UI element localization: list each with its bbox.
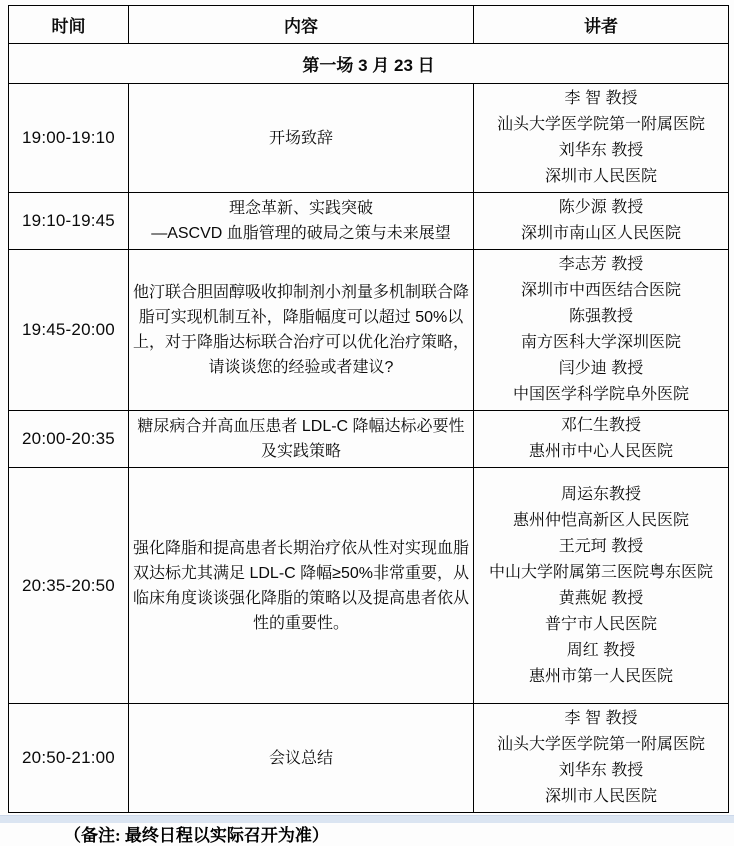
column-header-speaker: 讲者: [474, 6, 729, 44]
speaker-line: 黄燕妮 教授: [558, 589, 644, 607]
speaker-line: 深圳市中西医结合医院: [520, 282, 681, 299]
speaker-line: 深圳市南山区人民医院: [520, 225, 681, 242]
speaker-line: 王元珂 教授: [558, 537, 644, 555]
speaker-line: 陈强教授: [568, 308, 633, 325]
speaker-line: 周运东教授: [560, 485, 641, 503]
speaker-line: 陈少源 教授: [558, 199, 644, 216]
session-row: [9, 44, 729, 84]
column-header-content: 内容: [129, 6, 474, 44]
speaker-line: 惠州市第一人民医院: [528, 667, 673, 685]
content-cell: [129, 704, 474, 813]
content-line: —ASCVD 血脂管理的破局之策与未来展望: [151, 225, 451, 242]
speaker-line: 汕头大学医学院第一附属医院: [496, 736, 705, 753]
schedule-body: [9, 84, 729, 813]
content-cell: [129, 468, 474, 704]
content-line: 开场致辞: [268, 129, 333, 147]
content-line: 会议总结: [268, 749, 333, 767]
time-cell: 20:50-21:00: [9, 704, 129, 813]
content-line: 理念革新、实践突破: [228, 200, 373, 217]
table-row: [9, 468, 729, 704]
content-line: 强化降脂和提高患者长期治疗依从性对实现血脂双达标尤其满足 LDL-C 降幅≥50%非常重要，从临床角度谈谈强化降脂的策略以及提高患者依从性的重要性。: [132, 539, 469, 632]
content-cell: [129, 411, 474, 468]
content-line: 他汀联合胆固醇吸收抑制剂小剂量多机制联合降脂可实现机制互补，降脂幅度可以超过 50%以上，对于降脂达标联合治疗可以优化治疗策略，请谈谈您的经验或者建议?: [132, 284, 469, 376]
time-cell: 19:10-19:45: [9, 193, 129, 250]
content-cell: [129, 250, 474, 411]
speaker-line: 普宁市人民医院: [544, 615, 657, 633]
speaker-line: 闫少迪 教授: [558, 360, 644, 377]
time-cell: 20:00-20:35: [9, 411, 129, 468]
content-line: 糖尿病合并高血压患者 LDL-C 降幅达标必要性及实践策略: [137, 418, 465, 460]
speaker-line: 刘华东 教授: [558, 142, 644, 159]
speaker-line: 汕头大学医学院第一附属医院: [496, 116, 705, 133]
speaker-line: 中国医学科学院阜外医院: [512, 386, 689, 403]
speaker-line: 惠州仲恺高新区人民医院: [512, 511, 689, 529]
footnote: （备注: 最终日程以实际召开为准）: [64, 826, 329, 845]
speaker-line: 南方医科大学深圳医院: [520, 334, 681, 351]
speaker-line: 刘华东 教授: [558, 762, 644, 779]
speaker-line: 李 智 教授: [564, 710, 638, 727]
speaker-line: 深圳市人民医院: [544, 168, 657, 185]
table-row: [9, 250, 729, 411]
schedule-table: [8, 5, 729, 813]
speaker-cell: [474, 84, 729, 193]
time-cell: 20:35-20:50: [9, 468, 129, 704]
speaker-line: 中山大学附属第三医院粤东医院: [488, 563, 713, 581]
speaker-line: 惠州市中心人民医院: [528, 443, 673, 460]
session-title: 第一场 3 月 23 日: [9, 44, 729, 84]
speaker-line: 周红 教授: [566, 641, 636, 659]
speaker-line: 李志芳 教授: [558, 256, 644, 273]
table-row: [9, 84, 729, 193]
column-header-time: 时间: [9, 6, 129, 44]
time-cell: 19:00-19:10: [9, 84, 129, 193]
time-cell: 19:45-20:00: [9, 250, 129, 411]
table-row: [9, 704, 729, 813]
table-row: [9, 411, 729, 468]
speaker-cell: [474, 411, 729, 468]
header-row: [9, 6, 729, 44]
speaker-cell: [474, 193, 729, 250]
speaker-cell: [474, 704, 729, 813]
speaker-cell: [474, 250, 729, 411]
content-cell: [129, 84, 474, 193]
content-cell: [129, 193, 474, 250]
speaker-cell: [474, 468, 729, 704]
bottom-bar: [0, 815, 734, 823]
speaker-line: 李 智 教授: [564, 90, 638, 107]
table-row: [9, 193, 729, 250]
speaker-line: 深圳市人民医院: [544, 788, 657, 805]
speaker-line: 邓仁生教授: [560, 417, 641, 434]
